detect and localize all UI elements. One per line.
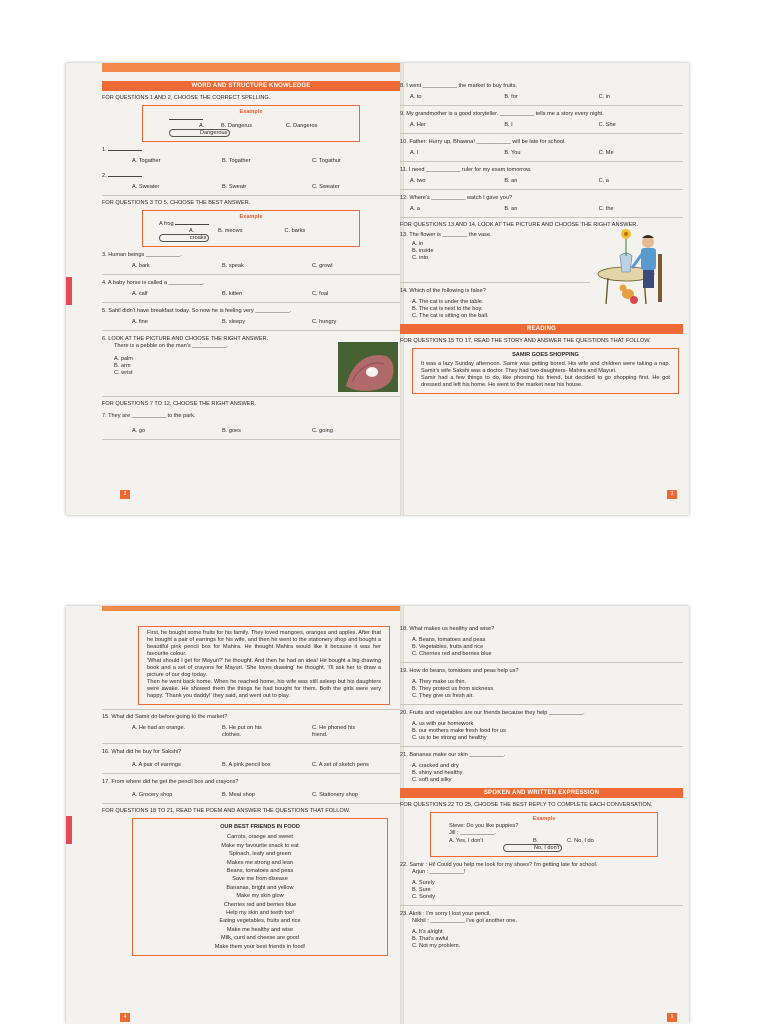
question-23-reply: Nikhil : ___________ I've got another one.	[412, 918, 517, 924]
left-column	[102, 612, 400, 1024]
question-11: 11. I need ___________ ruler for my exam tomorrow.	[400, 167, 532, 173]
page-top-bar	[102, 606, 400, 611]
example-label: Example	[239, 214, 263, 220]
options-11: A. two B. an C. a	[410, 178, 609, 184]
page-number: 5	[667, 1013, 677, 1022]
poem-line: Save me from disease	[232, 876, 288, 883]
page-footer	[102, 1013, 400, 1022]
question-19: 19. How do beans, tomatoes and peas help us?	[400, 668, 519, 674]
question-23: 23. Akriti : I'm sorry I lost your pencil.	[400, 911, 491, 917]
page-footer	[102, 490, 400, 499]
page-number: 4	[120, 1013, 130, 1022]
question-12: 12. Where's ___________ watch I gave you?	[400, 195, 513, 201]
poem-line: Make my favourite snack to eat	[221, 842, 299, 849]
poem-box	[132, 818, 388, 956]
left-column	[102, 69, 400, 501]
poem-line: Bananas, bright and yellow	[226, 884, 294, 891]
options-17: A. Grocery shop B. Meat shop C. Stationery shop	[132, 792, 359, 798]
instruction: FOR QUESTIONS 7 TO 12, CHOOSE THE RIGHT ANSWER.	[102, 401, 257, 407]
story-title: SAMIR GOES SHOPPING	[512, 352, 579, 358]
question-8: 8. I went ___________ the market to buy fruits.	[400, 83, 517, 89]
instruction: FOR QUESTIONS 15 TO 17, READ THE STORY AND ANSWER THE QUESTIONS THAT FOLLOW.	[400, 338, 651, 344]
question-5: 5. Sahil didn't have breakfast today. So now he is feeling very ___________.	[102, 308, 292, 314]
question-3: 3. Human beings ___________.	[102, 252, 182, 258]
poem-line: Spinach, leafy and green	[229, 851, 291, 858]
worksheet-page-1	[66, 63, 689, 515]
question-4: 4. A baby horse is called a ___________.	[102, 280, 205, 286]
options-22: A. Surely B. Sure C. Sorely	[412, 880, 436, 900]
question-21: 21. Bananas make our skin ___________.	[400, 752, 506, 758]
instruction: FOR QUESTIONS 18 TO 21, READ THE POEM AND ANSWER THE QUESTIONS THAT FOLLOW.	[102, 808, 351, 814]
options-1: A. Togather B. Togather C. Togathur	[132, 158, 341, 164]
example-box: Example A frog A. croaks B. meows C. barks	[142, 210, 360, 247]
spine-tab	[66, 277, 72, 305]
options-20: A. us with our homework B. our mothers make fresh food for us C. us to be strong and healthy	[412, 721, 506, 741]
options-19: A. They make us thin. B. They protect us from sickness. C. They give us fresh air.	[412, 679, 495, 699]
example-options: A. croaks B. meows C. barks	[151, 228, 351, 242]
poem-line: Make my skin glow	[236, 893, 284, 900]
options-21: A. cracked and dry B. shiny and healthy C. soft and silky	[412, 763, 463, 783]
options-16: A. A pair of earrings B. A pink pencil box C. A set of sketch pens	[132, 762, 369, 768]
question-2: 2.	[102, 173, 400, 180]
example-options: A. Dangerous B. Dangerus C. Dangeros	[151, 123, 351, 137]
story-paragraph: 'What should I get for Mayuri?' he thought. And then he had an idea! He bought a big drawing book and a set of crayons for Mayuri. 'She loves drawing' he thought. 'I'll ask her to draw a picture of our dog today.	[147, 658, 381, 678]
right-column	[400, 69, 683, 501]
page-number: 2	[120, 490, 130, 499]
options-2: A. Sweater B. Sweatr C. Sweater	[132, 184, 340, 190]
spine-tab	[66, 816, 72, 844]
poem-line: Carrots, orange and sweet	[227, 834, 293, 841]
poem-line: Cherries red and berries blue	[223, 901, 297, 908]
example-line: Jill : ___________.	[449, 830, 496, 836]
hand-pebble-image	[338, 342, 398, 392]
question-17: 17. From where did he get the pencil box and crayons?	[102, 779, 239, 785]
circled-answer: No, I don't	[503, 844, 562, 852]
options-14: A. The cat is under the table. B. The cat is next to the boy. C. The cat is sitting on the ball.	[412, 299, 489, 319]
question-7: 7. They are ___________ to the park.	[102, 413, 196, 419]
worksheet-page-2	[66, 606, 689, 1024]
question-6-block	[102, 336, 400, 392]
example-label: Example	[239, 109, 263, 115]
story-paragraph: Samir had a few things to do, like phoning his friend, but decided to go shopping first. He got dressed and left his home. He went to the market near his house.	[421, 375, 670, 388]
question-13-block	[400, 232, 683, 278]
question-13: 13. The flower is ________ the vase.	[400, 232, 492, 238]
question-14: 14. Which of the following is false?	[400, 288, 486, 294]
section-title: SPOKEN AND WRITTEN EXPRESSION	[400, 788, 683, 798]
question-22: 22. Samir : Hi! Could you help me look for my shoes? I'm getting late for school.	[400, 862, 598, 868]
page-footer	[400, 1013, 683, 1022]
page-footer	[400, 490, 683, 499]
options-12: A. a B. an C. the	[410, 206, 614, 212]
options-9: A. Her B. I C. She	[410, 122, 616, 128]
options-3: A. bark B. speak C. growl	[132, 263, 333, 269]
options-10: A. I B. You C. Me	[410, 150, 614, 156]
poem-line: Eating vegetables, fruits and rice	[219, 918, 301, 925]
instruction: FOR QUESTIONS 22 TO 25, CHOOSE THE BEST REPLY TO COMPLETE EACH CONVERSATION.	[400, 802, 653, 808]
section-title: WORD AND STRUCTURE KNOWLEDGE	[102, 81, 400, 91]
boy-table-cat-image	[596, 224, 674, 306]
reading-title: READING	[400, 324, 683, 334]
question-1: 1.	[102, 147, 400, 154]
instruction: FOR QUESTIONS 1 AND 2, CHOOSE THE CORRECT SPELLING.	[102, 95, 271, 101]
options-15: A. He had an orange. B. He put on his clothes. C. He phoned his friend.	[132, 725, 356, 738]
circled-answer: Dangerous	[169, 129, 230, 137]
example-box	[430, 812, 658, 857]
story-paragraph: Then he went back home. When he reached home, his wife was still asleep but his daughters were awake. He showed them the things he had bought for them. Both the girls were very happy. 'Thank you daddy!' they said, and went out to play.	[147, 679, 381, 699]
question-18: 18. What makes us healthy and wise?	[400, 626, 495, 632]
example-label: Example	[532, 816, 556, 822]
question-15: 15. What did Samir do before going to the market?	[102, 714, 228, 720]
example-options: A. Yes, I don't B. No, I don't C. No, I do	[449, 838, 594, 851]
right-column	[400, 612, 683, 1024]
options-4: A. calf B. kitten C. foal	[132, 291, 329, 297]
options-7: A. go B. goes C. going	[132, 428, 333, 434]
options-5: A. fine B. sleepy C. hungry	[132, 319, 337, 325]
story-paragraph: It was a lazy Sunday afternoon. Samir was getting bored. His wife and children were taking a nap. Samir's wife Sakshi was a doctor. They had two daughters- Mahira and Mayuri.	[421, 361, 670, 374]
poem-title: OUR BEST FRIENDS IN FOOD	[220, 824, 300, 830]
story-box	[412, 348, 679, 394]
question-16: 16. What did he buy for Sakshi?	[102, 749, 182, 755]
question-6-stem: There is a pebble on the man's ___________.	[114, 343, 228, 349]
example-box	[142, 105, 360, 142]
instruction: FOR QUESTIONS 3 TO 5, CHOOSE THE BEST ANSWER.	[102, 200, 251, 206]
story-paragraph: First, he bought some fruits for his family. They loved mangoes, oranges and apples. After that he bought a pair of earrings for his wife, and then he went to the stationery shop and bought a beautiful pink pencil box for Mahira. He thought Mahira would like it because it was her favourite colour.	[147, 630, 381, 657]
example-line: Steve: Do you like puppies?	[449, 823, 519, 829]
options-6: A. palm B. arm C. wrist	[114, 356, 133, 376]
question-9: 9. My grandmother is a good storyteller. ___________ tells me a story every night.	[400, 111, 604, 117]
poem-line: Make them your best friends in food!	[214, 943, 306, 950]
poem-line: Beans, tomatoes and peas	[226, 868, 294, 875]
options-18: A. Beans, tomatoes and peas B. Vegetables, fruits and rice C. Cherries red and berries blue	[412, 637, 492, 657]
question-10: 10. Father: Hurry up, Bhawna! ___________ will be late for school.	[400, 139, 566, 145]
question-22-reply: Arjun : ___________!	[412, 869, 466, 875]
question-20: 20. Fruits and vegetables are our friends because they help ___________.	[400, 710, 585, 716]
options-13: A. in B. inside C. into	[412, 241, 434, 261]
options-8: A. to B. for C. in	[410, 94, 611, 100]
poem-line: Make me healthy and wise	[226, 926, 294, 933]
question-6: 6. LOOK AT THE PICTURE AND CHOOSE THE RIGHT ANSWER.	[102, 336, 269, 342]
options-23: A. It's alright B. That's awful C. Not my problem.	[412, 929, 461, 949]
page-number: 3	[667, 490, 677, 499]
poem-line: Makes me strong and lean	[227, 859, 293, 866]
circled-answer: croaks	[159, 234, 209, 242]
instruction: FOR QUESTIONS 13 AND 14, LOOK AT THE PICTURE AND CHOOSE THE RIGHT ANSWER.	[400, 222, 638, 228]
poem-line: Milk, curd and cheese are good	[220, 935, 300, 942]
story-box	[138, 626, 390, 705]
poem-line: Help my skin and teeth too!	[226, 910, 294, 917]
